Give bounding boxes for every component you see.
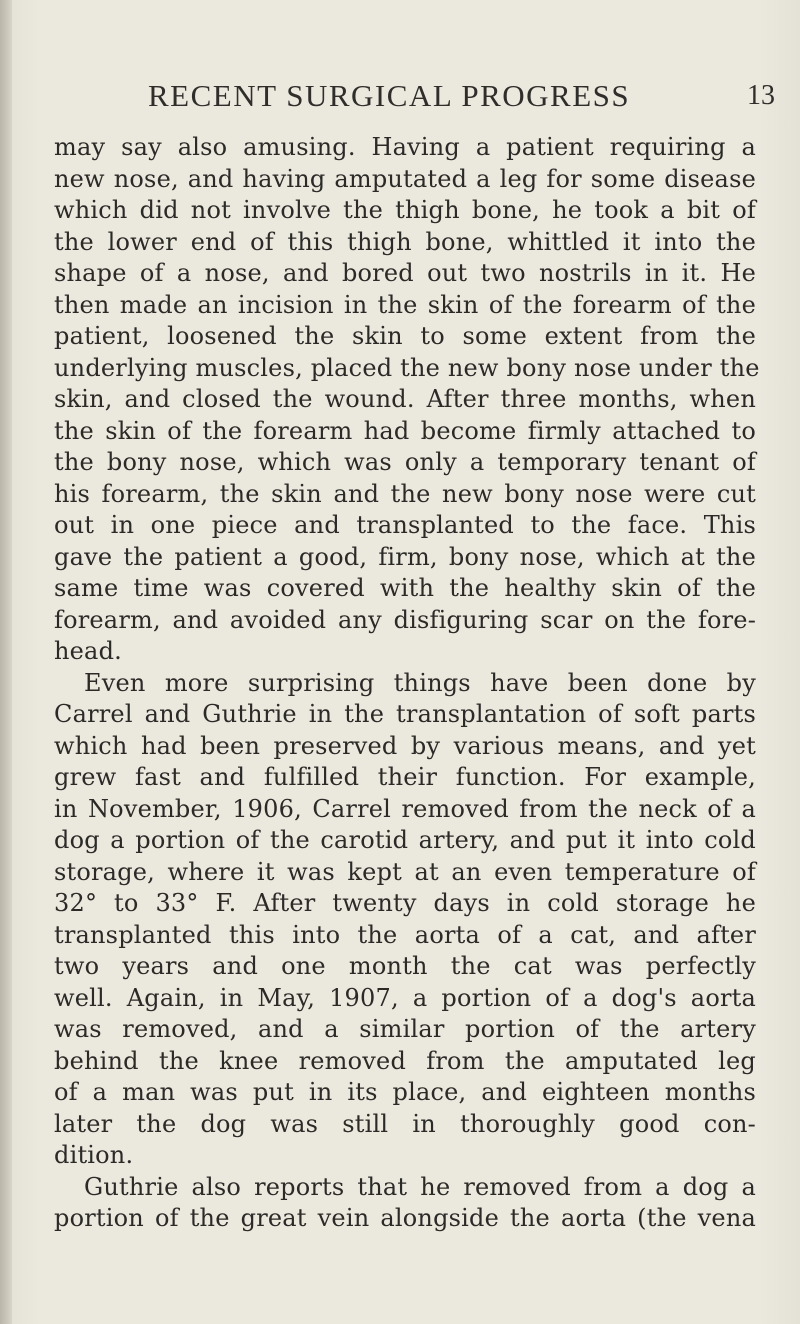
- text-line: the skin of the forearm had become firmly attached to: [54, 416, 756, 445]
- text-line: grew fast and fulfilled their function. For example,: [54, 763, 756, 791]
- text-line: gave the patient a good, firm, bony nose, which at the: [54, 542, 756, 571]
- text-line: his forearm, the skin and the new bony nose were cut: [54, 479, 756, 508]
- text-line: forearm, and avoided any disfiguring scar on the fore-: [54, 605, 756, 634]
- text-line: shape of a nose, and bored out two nostrils in it. He: [54, 259, 756, 287]
- page-binding-shadow: [0, 0, 12, 1324]
- text-line: which had been preserved by various means, and yet: [54, 731, 756, 760]
- text-line-paragraph-end: dition.: [54, 1141, 134, 1169]
- text-line: may say also amusing. Having a patient requiring a: [54, 133, 756, 161]
- text-line: well. Again, in May, 1907, a portion of a dog's aorta: [54, 983, 756, 1012]
- text-line: the bony nose, which was only a temporary tenant of: [54, 448, 756, 476]
- text-line: then made an incision in the skin of the forearm of the: [54, 290, 756, 319]
- text-line: the lower end of this thigh bone, whittled it into the: [54, 227, 756, 256]
- text-line: 32° to 33° F. After twenty days in cold storage he: [54, 889, 756, 917]
- text-line: was removed, and a similar portion of the artery: [54, 1015, 756, 1043]
- text-line: later the dog was still in thoroughly good con-: [54, 1109, 756, 1138]
- running-title: RECENT SURGICAL PROGRESS: [148, 78, 631, 113]
- text-line: dog a portion of the carotid artery, and put it into cold: [54, 826, 756, 854]
- text-line: Carrel and Guthrie in the transplantation of soft parts: [54, 700, 756, 728]
- text-line: underlying muscles, placed the new bony nose under the: [54, 353, 760, 382]
- text-line: behind the knee removed from the amputated leg: [54, 1046, 756, 1075]
- text-line: portion of the great vein alongside the aorta (the vena: [54, 1204, 756, 1232]
- text-line: patient, loosened the skin to some extent from the: [54, 322, 756, 350]
- text-line: storage, where it was kept at an even temperature of: [54, 857, 756, 886]
- text-line: which did not involve the thigh bone, he took a bit of: [54, 196, 756, 224]
- text-line: out in one piece and transplanted to the face. This: [54, 511, 756, 539]
- text-line: of a man was put in its place, and eighteen months: [54, 1078, 756, 1106]
- page-number: 13: [747, 80, 775, 111]
- text-line: two years and one month the cat was perfectly: [54, 952, 756, 980]
- text-line-paragraph-start: Even more surprising things have been done by: [84, 668, 756, 697]
- text-line: new nose, and having amputated a leg for some disease: [54, 164, 756, 193]
- running-header: [0, 70, 800, 113]
- text-line: skin, and closed the wound. After three months, when: [54, 385, 756, 413]
- body-text: [54, 132, 760, 1235]
- text-line-paragraph-end: head.: [54, 637, 122, 665]
- text-line: same time was covered with the healthy skin of the: [54, 574, 756, 602]
- text-line: in November, 1906, Carrel removed from the neck of a: [54, 794, 756, 823]
- text-line: transplanted this into the aorta of a cat, and after: [54, 920, 756, 949]
- text-line-paragraph-start: Guthrie also reports that he removed from a dog a: [84, 1172, 756, 1201]
